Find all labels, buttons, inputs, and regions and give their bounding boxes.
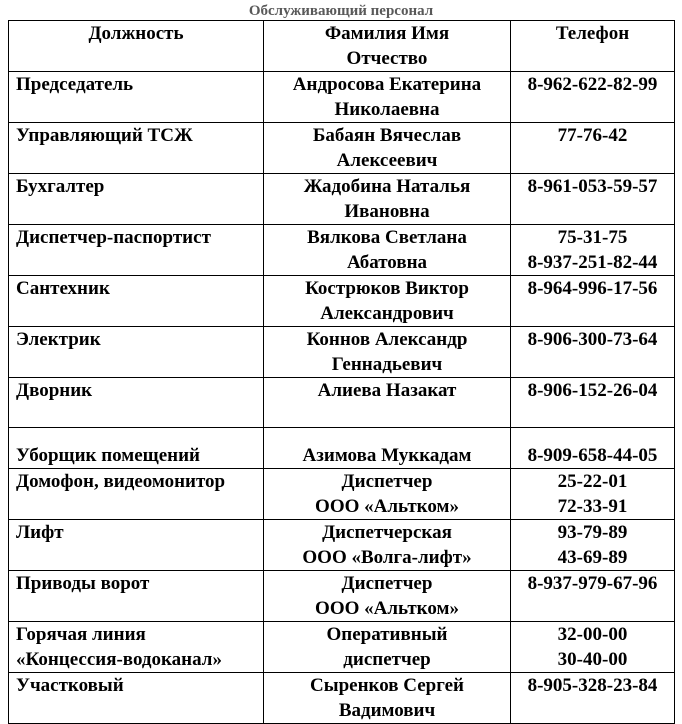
position-cell-line: Диспетчер-паспортист [16, 227, 211, 248]
name-cell-line: Оперативный [326, 624, 448, 645]
position-cell-line: «Концессия-водоканал» [16, 649, 222, 670]
phone-cell [511, 174, 675, 225]
name-cell [264, 327, 511, 378]
table-row [9, 276, 675, 327]
position-cell-line: Сантехник [16, 278, 110, 299]
name-cell-line: Жадобина Наталья [303, 176, 471, 197]
table-row [9, 174, 675, 225]
name-cell [264, 123, 511, 174]
name-cell-line: Диспетчер [341, 471, 433, 492]
table-row [9, 520, 675, 571]
table-row [9, 673, 675, 724]
name-cell-line: Алиева Назакат [317, 380, 457, 401]
table-row [9, 378, 675, 428]
table-row [9, 622, 675, 673]
name-cell [264, 622, 511, 673]
phone-cell [511, 72, 675, 123]
page-title: Обслуживающий персонал [248, 3, 434, 19]
table-row [9, 327, 675, 378]
header-position [9, 21, 264, 72]
phone-cell-line: 77-76-42 [557, 125, 628, 146]
position-cell [9, 378, 264, 428]
name-cell-line: Бабаян Вячеслав [312, 125, 462, 146]
name-cell-line: ООО «Альтком» [315, 496, 459, 517]
table-row [9, 571, 675, 622]
name-cell-line: Вялкова Светлана [307, 227, 467, 248]
phone-cell [511, 276, 675, 327]
position-cell [9, 428, 264, 469]
phone-cell-line: 32-00-00 [557, 624, 628, 645]
phone-cell [511, 123, 675, 174]
position-cell [9, 469, 264, 520]
position-cell-line: Председатель [16, 74, 134, 95]
phone-cell-line: 8-937-979-67-96 [527, 573, 658, 594]
phone-cell [511, 622, 675, 673]
name-cell-line: Сыренков Сергей [310, 675, 464, 696]
phone-cell-line: 8-909-658-44-05 [527, 445, 658, 466]
phone-cell [511, 327, 675, 378]
position-cell-line: Приводы ворот [16, 573, 150, 594]
name-cell-line: Абатовна [346, 252, 428, 273]
position-cell-line: Управляющий ТСЖ [16, 125, 193, 146]
phone-cell [511, 225, 675, 276]
name-cell [264, 378, 511, 428]
name-cell [264, 520, 511, 571]
position-cell [9, 225, 264, 276]
name-cell-line: Коннов Александр [306, 329, 468, 350]
position-cell [9, 571, 264, 622]
position-cell [9, 123, 264, 174]
phone-cell [511, 520, 675, 571]
position-cell-line: Дворник [16, 380, 93, 401]
position-cell [9, 276, 264, 327]
position-cell [9, 72, 264, 123]
staff-table [8, 20, 675, 724]
name-cell-line: Кострюков Виктор [305, 278, 469, 299]
table-row [9, 72, 675, 123]
phone-cell [511, 673, 675, 724]
phone-cell-line: 8-906-300-73-64 [527, 329, 658, 350]
phone-cell-line: 8-905-328-23-84 [527, 675, 658, 696]
phone-cell-line: 25-22-01 [557, 471, 628, 492]
position-cell-line: Уборщик помещений [16, 445, 200, 466]
table-row [9, 123, 675, 174]
name-cell-line: ООО «Волга-лифт» [302, 547, 472, 568]
name-cell [264, 469, 511, 520]
position-cell [9, 520, 264, 571]
name-cell-line: ООО «Альтком» [315, 598, 459, 619]
header-phone-label: Телефон [555, 23, 630, 44]
header-name [264, 21, 511, 72]
phone-cell-line: 43-69-89 [557, 547, 628, 568]
header-phone [511, 21, 675, 72]
phone-cell-line: 8-964-996-17-56 [527, 278, 658, 299]
name-cell [264, 225, 511, 276]
phone-cell-line: 75-31-75 [557, 227, 628, 248]
table-row [9, 428, 675, 469]
name-cell-line: Диспетчерская [322, 522, 452, 543]
table-row [9, 469, 675, 520]
name-cell-line: Геннадьевич [331, 354, 443, 375]
name-cell [264, 571, 511, 622]
phone-cell-line: 8-937-251-82-44 [527, 252, 658, 273]
header-position-label: Должность [88, 23, 184, 44]
position-cell [9, 673, 264, 724]
position-cell [9, 174, 264, 225]
name-cell-line: Вадимович [338, 700, 436, 721]
name-cell-line: Николаевна [334, 99, 440, 120]
position-cell-line: Лифт [16, 522, 64, 543]
position-cell-line: Домофон, видеомонитор [16, 471, 226, 492]
name-cell-line: Алексеевич [336, 150, 438, 171]
position-cell [9, 327, 264, 378]
phone-cell [511, 428, 675, 469]
position-cell-line: Горячая линия [16, 624, 146, 645]
phone-cell-line: 8-962-622-82-99 [527, 74, 658, 95]
table-row [9, 225, 675, 276]
phone-cell-line: 8-906-152-26-04 [527, 380, 658, 401]
name-cell-line: Александрович [320, 303, 454, 324]
phone-cell-line: 72-33-91 [557, 496, 628, 517]
phone-cell-line: 30-40-00 [557, 649, 628, 670]
name-cell [264, 174, 511, 225]
phone-cell [511, 378, 675, 428]
position-cell [9, 622, 264, 673]
table-header-row [9, 21, 675, 72]
header-name-line1: Фамилия Имя [324, 23, 450, 44]
table-body [9, 72, 675, 724]
name-cell [264, 428, 511, 469]
name-cell-line: Ивановна [344, 201, 430, 222]
name-cell [264, 72, 511, 123]
header-name-line2: Отчество [346, 48, 428, 69]
name-cell [264, 673, 511, 724]
name-cell-line: диспетчер [343, 649, 431, 670]
position-cell-line: Электрик [16, 329, 101, 350]
phone-cell-line: 93-79-89 [557, 522, 628, 543]
name-cell-line: Андросова Екатерина [292, 74, 482, 95]
phone-cell [511, 571, 675, 622]
position-cell-line: Участковый [16, 675, 124, 696]
position-cell-line: Бухгалтер [16, 176, 105, 197]
name-cell-line: Азимова Муккадам [302, 445, 472, 466]
phone-cell [511, 469, 675, 520]
name-cell-line: Диспетчер [341, 573, 433, 594]
name-cell [264, 276, 511, 327]
phone-cell-line: 8-961-053-59-57 [527, 176, 658, 197]
